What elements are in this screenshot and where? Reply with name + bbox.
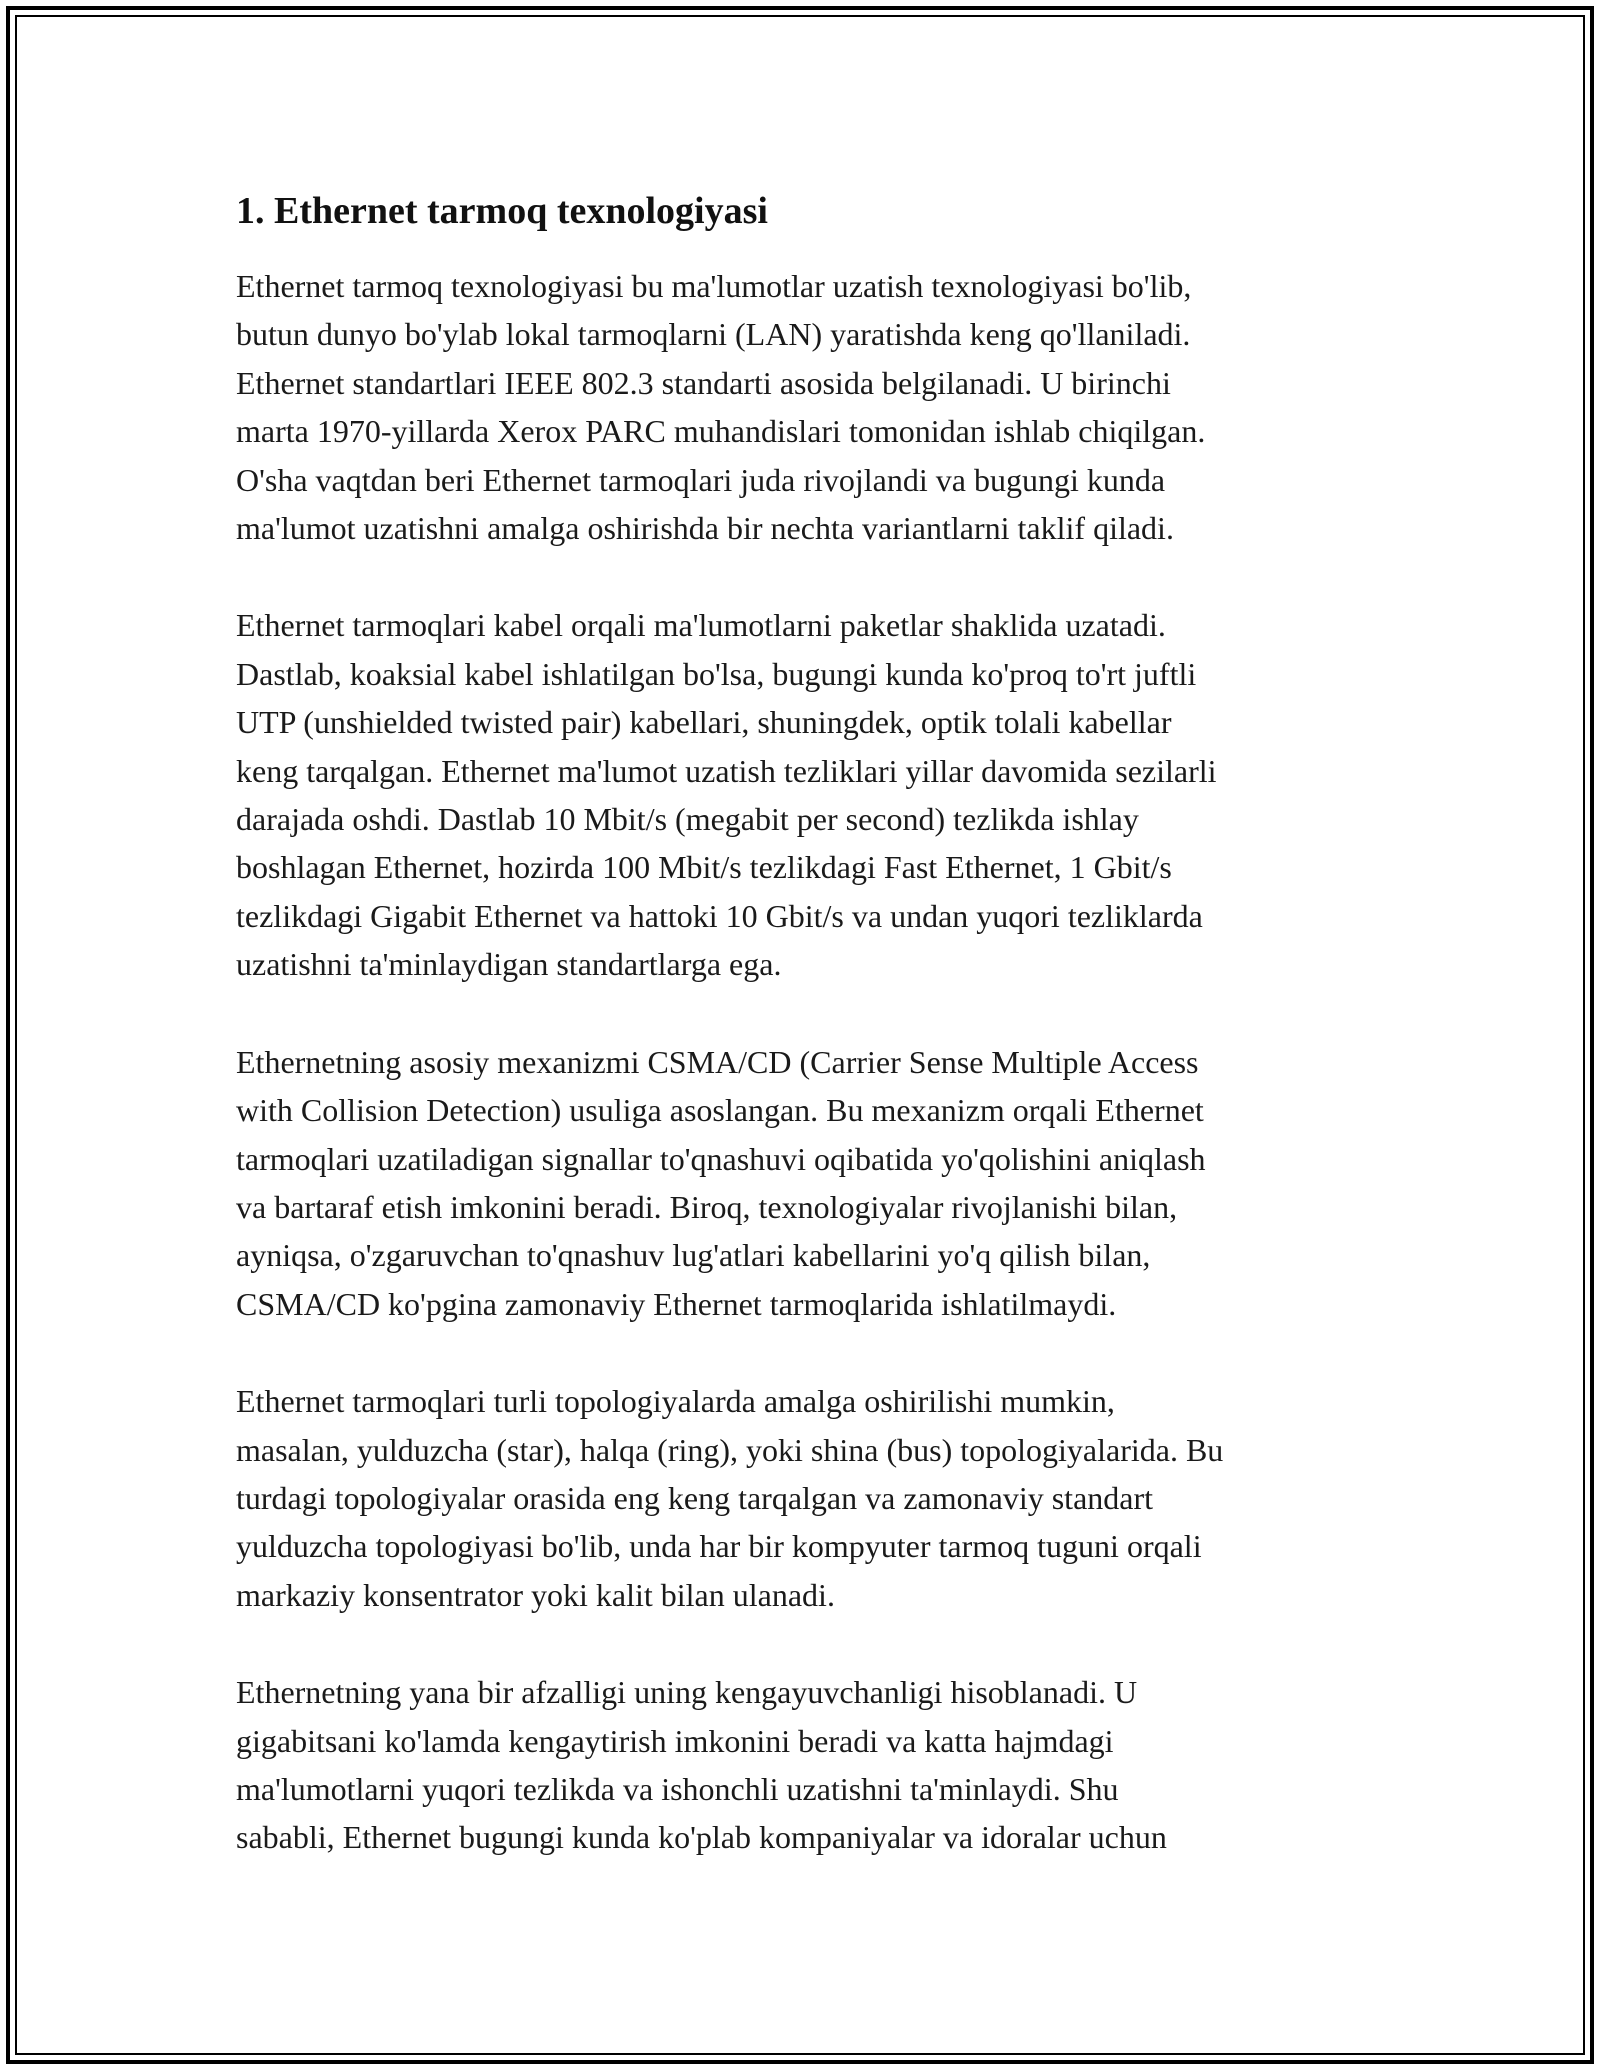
paragraph-5 (236, 1668, 1386, 1862)
text-line: gigabitsani ko'lamda kengaytirish imkonini beradi va katta hajmdagi (236, 1722, 1114, 1759)
text-line: uzatishni ta'minlaydigan standartlarga ega. (236, 946, 782, 983)
section-heading: 1. Ethernet tarmoq texnologiyasi (236, 190, 768, 232)
text-line: butun dunyo bo'ylab lokal tarmoqlarni (LAN) yaratishda keng qo'llaniladi. (236, 316, 1191, 353)
paragraph-3 (236, 1038, 1386, 1328)
text-line: yulduzcha topologiyasi bo'lib, unda har bir kompyuter tarmoq tuguni orqali (236, 1528, 1202, 1565)
text-line: Ethernetning yana bir afzalligi uning kengayuvchanligi hisoblanadi. U (236, 1674, 1138, 1711)
document-body (236, 184, 1386, 1911)
text-line: with Collision Detection) usuliga asoslangan. Bu mexanizm orqali Ethernet (236, 1092, 1204, 1129)
text-line: O'sha vaqtdan beri Ethernet tarmoqlari juda rivojlandi va bugungi kunda (236, 461, 1166, 498)
text-line: ma'lumotlarni yuqori tezlikda va ishonchli uzatishni ta'minlaydi. Shu (236, 1770, 1119, 1807)
paragraph-2 (236, 601, 1386, 988)
paragraph-1 (236, 262, 1386, 552)
text-line: keng tarqalgan. Ethernet ma'lumot uzatish tezliklari yillar davomida sezilarli (236, 752, 1217, 789)
text-line: turdagi topologiyalar orasida eng keng tarqalgan va zamonaviy standart (236, 1479, 1154, 1516)
text-line: Ethernetning asosiy mexanizmi CSMA/CD (Carrier Sense Multiple Access (236, 1043, 1199, 1080)
text-line: UTP (unshielded twisted pair) kabellari, shuningdek, optik tolali kabellar (236, 704, 1172, 741)
paragraph-4 (236, 1377, 1386, 1619)
text-line: boshlagan Ethernet, hozirda 100 Mbit/s tezlikdagi Fast Ethernet, 1 Gbit/s (236, 849, 1172, 886)
text-line: sababli, Ethernet bugungi kunda ko'plab kompaniyalar va idoralar uchun (236, 1819, 1167, 1856)
text-line: ma'lumot uzatishni amalga oshirishda bir nechta variantlarni taklif qiladi. (236, 510, 1174, 547)
text-line: Ethernet tarmoq texnologiyasi bu ma'lumotlar uzatish texnologiyasi bo'lib, (236, 268, 1192, 304)
text-line: darajada oshdi. Dastlab 10 Mbit/s (megabit per second) tezlikda ishlay (236, 801, 1139, 838)
text-line: Ethernet tarmoqlari turli topologiyalarda amalga oshirilishi mumkin, (236, 1383, 1115, 1420)
text-line: tarmoqlari uzatiladigan signallar to'qnashuvi oqibatida yo'qolishini aniqlash (236, 1140, 1206, 1177)
text-line: ayniqsa, o'zgaruvchan to'qnashuv lug'atlari kabellarini yo'q qilish bilan, (236, 1237, 1151, 1274)
text-line: masalan, yulduzcha (star), halqa (ring), yoki shina (bus) topologiyalarida. Bu (236, 1431, 1224, 1468)
text-line: va bartaraf etish imkonini beradi. Biroq, texnologiyalar rivojlanishi bilan, (236, 1188, 1178, 1225)
text-line: Ethernet tarmoqlari kabel orqali ma'lumotlarni paketlar shaklida uzatadi. (236, 607, 1166, 644)
text-line: Dastlab, koaksial kabel ishlatilgan bo'lsa, bugungi kunda ko'proq to'rt juftli (236, 655, 1197, 692)
text-line: CSMA/CD ko'pgina zamonaviy Ethernet tarmoqlarida ishlatilmaydi. (236, 1285, 1117, 1322)
text-line: marta 1970-yillarda Xerox PARC muhandislari tomonidan ishlab chiqilgan. (236, 413, 1206, 450)
text-line: markaziy konsentrator yoki kalit bilan ulanadi. (236, 1576, 835, 1613)
text-line: tezlikdagi Gigabit Ethernet va hattoki 10 Gbit/s va undan yuqori tezliklarda (236, 897, 1203, 934)
text-line: Ethernet standartlari IEEE 802.3 standarti asosida belgilanadi. U birinchi (236, 364, 1171, 401)
